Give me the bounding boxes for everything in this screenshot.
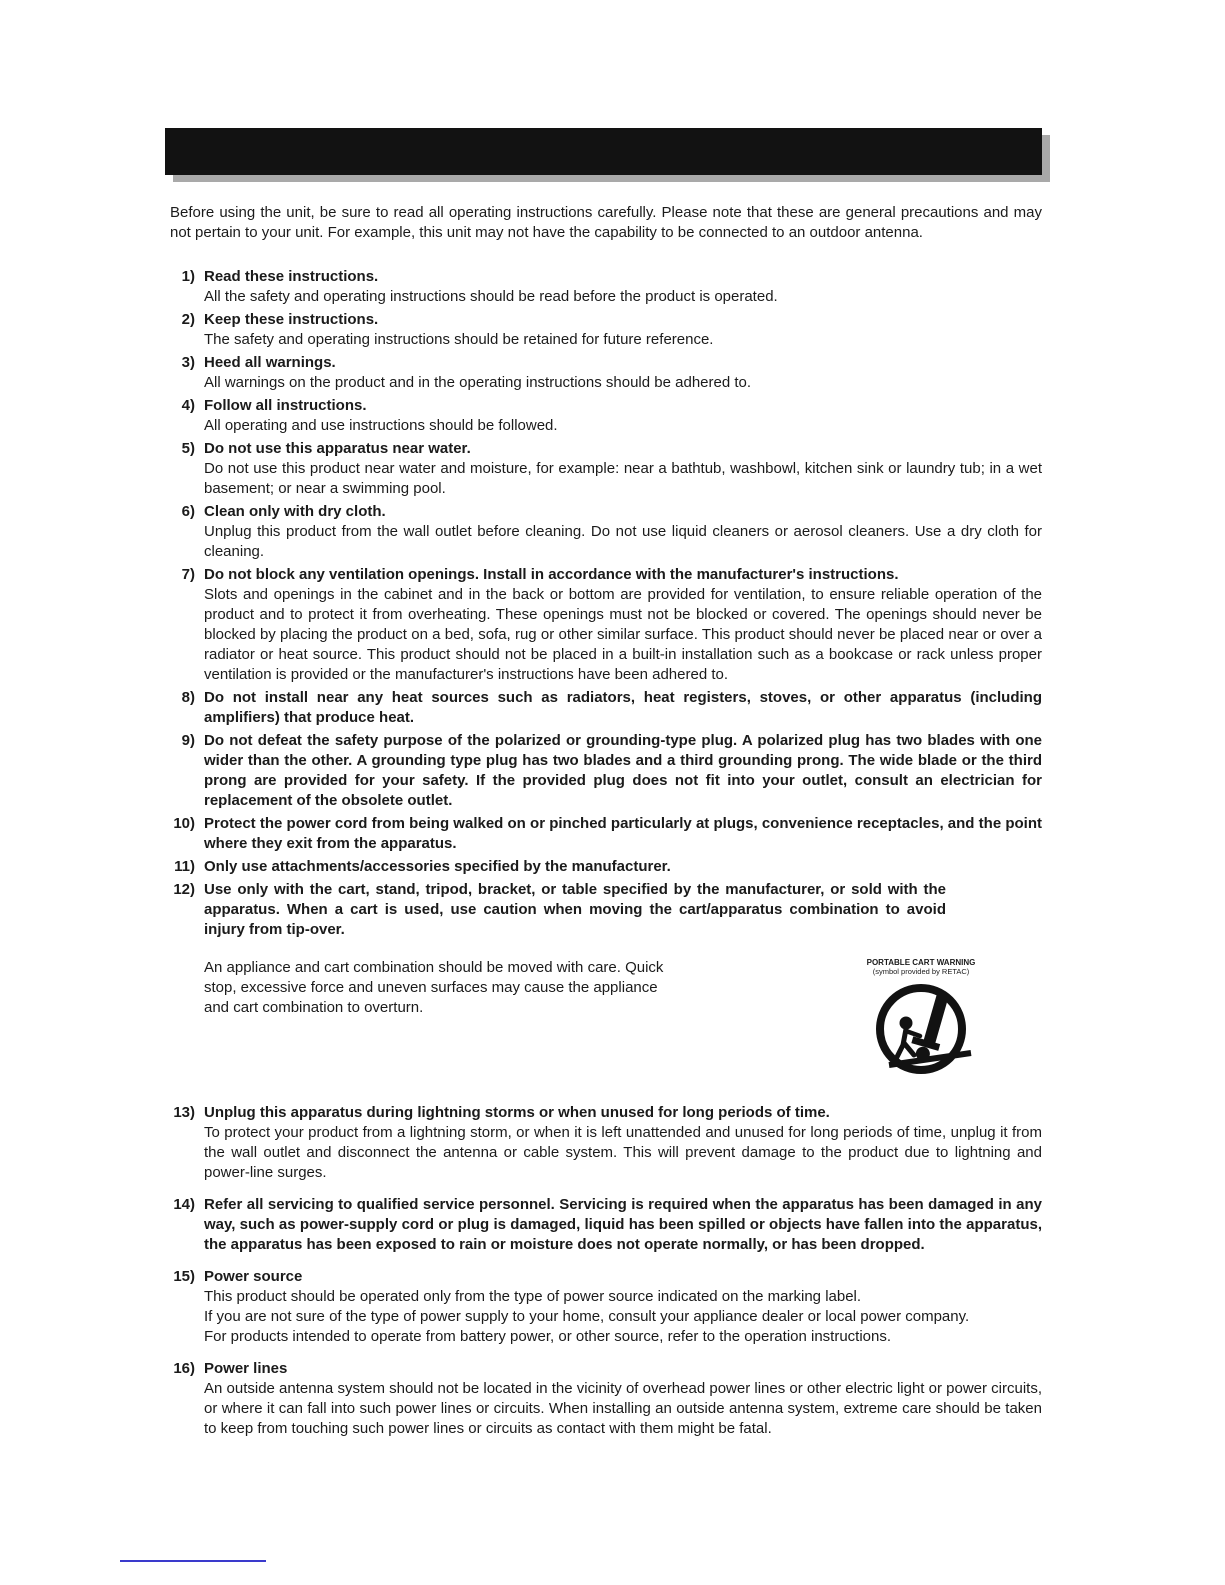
item-content <box>204 1103 1042 1183</box>
item-number: 15) <box>173 1268 195 1285</box>
cart-tip-warning-icon <box>869 979 973 1083</box>
item-number: 7) <box>181 566 195 583</box>
item-body-paragraph: Unplug this product from the wall outlet before cleaning. Do not use liquid cleaners or aerosol cleaners. Use a dry cloth for cleaning. <box>204 523 1042 560</box>
item-title: Do not use this apparatus near water. <box>204 440 471 457</box>
item-content <box>204 731 1042 811</box>
item-number: 3) <box>181 354 195 371</box>
footer-link-line <box>120 1560 266 1562</box>
cart-warning-label: PORTABLE CART WARNING <box>866 958 976 967</box>
item-body-paragraph: All operating and use instructions should be followed. <box>204 417 558 434</box>
item-title: Protect the power cord from being walked on or pinched particularly at plugs, convenience receptacles, and the point where they exit from the apparatus. <box>204 815 1042 852</box>
item-body-paragraph: All warnings on the product and in the operating instructions should be adhered to. <box>204 374 752 391</box>
instruction-item-1 <box>170 267 1042 307</box>
instruction-item-6 <box>170 502 1042 562</box>
item-title: Follow all instructions. <box>204 397 367 414</box>
item-number: 10) <box>173 815 195 832</box>
item-title: Do not defeat the safety purpose of the polarized or grounding-type plug. A polarized plug has two blades with one wider than the other. A grounding type plug has two blades and a third grounding prong. The wide blade or the third prong are provided for your safety. If the provided plug does not fit into your outlet, consult an electrician for replacement of the obsolete outlet. <box>204 732 1042 809</box>
instruction-item-12 <box>170 880 1042 1091</box>
item-body-paragraph: This product should be operated only from the type of power source indicated on the marking label. <box>204 1288 862 1305</box>
instruction-item-10 <box>170 814 1042 854</box>
instruction-item-9 <box>170 731 1042 811</box>
instruction-item-7 <box>170 565 1042 685</box>
item-content <box>204 502 1042 562</box>
item-body-paragraph: Do not use this product near water and moisture, for example: near a bathtub, washbowl, kitchen sink or laundry tub; in a wet basement; or near a swimming pool. <box>204 460 1042 497</box>
instruction-item-14 <box>170 1195 1042 1255</box>
item-body-paragraph: For products intended to operate from battery power, or other source, refer to the operation instructions. <box>204 1328 892 1345</box>
cart-warning-figure <box>860 958 982 1083</box>
safety-instructions-section <box>170 203 1042 1442</box>
item-number: 2) <box>181 311 195 328</box>
item-title: Power source <box>204 1268 303 1285</box>
item-number: 9) <box>181 732 195 749</box>
instruction-item-11 <box>170 857 1042 877</box>
item-body-paragraph: An outside antenna system should not be located in the vicinity of overhead power lines or other electric light or power circuits, or where it can fall into such power lines or circuits. When installing an outside antenna system, extreme care should be taken to keep from touching such power lines or circuits as contact with them might be fatal. <box>204 1380 1042 1437</box>
item-number: 6) <box>181 503 195 520</box>
cart-note: An appliance and cart combination should be moved with care. Quick stop, excessive force and uneven surfaces may cause the appliance and cart combination to overturn. <box>204 959 664 1016</box>
cart-warning-row <box>204 958 1042 1083</box>
item-title: Only use attachments/accessories specified by the manufacturer. <box>204 858 671 875</box>
instruction-item-13 <box>170 1103 1042 1183</box>
item-number: 12) <box>173 881 195 898</box>
instruction-item-5 <box>170 439 1042 499</box>
instruction-item-15 <box>170 1267 1042 1347</box>
item-title: Do not block any ventilation openings. Install in accordance with the manufacturer's instructions. <box>204 566 899 583</box>
instruction-item-8 <box>170 688 1042 728</box>
item-title: Unplug this apparatus during lightning storms or when unused for long periods of time. <box>204 1104 830 1121</box>
instruction-item-2 <box>170 310 1042 350</box>
title-banner <box>165 128 1042 175</box>
item-body-paragraph: If you are not sure of the type of power supply to your home, consult your appliance dealer or local power company. <box>204 1308 970 1325</box>
item-content <box>204 310 1042 350</box>
item-number: 14) <box>173 1196 195 1213</box>
item-number: 11) <box>174 858 195 875</box>
item-number: 13) <box>173 1104 195 1121</box>
item-number: 16) <box>173 1360 195 1377</box>
item-body-paragraph: The safety and operating instructions should be retained for future reference. <box>204 331 714 348</box>
item-title: Power lines <box>204 1360 288 1377</box>
item-content <box>204 1267 1042 1347</box>
instruction-item-16 <box>170 1359 1042 1439</box>
item-content <box>204 267 1042 307</box>
item-content <box>204 396 1042 436</box>
item-title: Use only with the cart, stand, tripod, bracket, or table specified by the manufacturer, or sold with the apparatus. When a cart is used, use caution when moving the cart/apparatus combination to avoid injury from tip-over. <box>204 881 946 938</box>
item-number: 1) <box>181 268 195 285</box>
instruction-item-4 <box>170 396 1042 436</box>
item-title: Keep these instructions. <box>204 311 379 328</box>
item-content <box>204 880 1042 1091</box>
item-content <box>204 814 1042 854</box>
intro-paragraph: Before using the unit, be sure to read all operating instructions carefully. Please note that these are general precautions and may not pertain to your unit. For example, this unit may not have the capability to be connected to an outdoor antenna. <box>170 204 1042 241</box>
item-body-paragraph: All the safety and operating instructions should be read before the product is operated. <box>204 288 778 305</box>
instruction-item-3 <box>170 353 1042 393</box>
item-title: Clean only with dry cloth. <box>204 503 386 520</box>
item-title: Do not install near any heat sources such as radiators, heat registers, stoves, or other apparatus (including amplifiers) that produce heat. <box>204 689 1042 726</box>
item-title: Heed all warnings. <box>204 354 336 371</box>
item-content <box>204 688 1042 728</box>
cart-warning-sublabel: (symbol provided by RETAC) <box>872 967 970 976</box>
item-number: 5) <box>181 440 195 457</box>
item-number: 8) <box>181 689 195 706</box>
item-content <box>204 353 1042 393</box>
item-body-paragraph: To protect your product from a lightning storm, or when it is left unattended and unused for long periods of time, unplug it from the wall outlet and disconnect the antenna or cable system. This will prevent damage to the product due to lightning and power-line surges. <box>204 1124 1042 1181</box>
item-content <box>204 1195 1042 1255</box>
item-body-paragraph: Slots and openings in the cabinet and in the back or bottom are provided for ventilation, to ensure reliable operation of the product and to protect it from overheating. These openings must not be blocked or covered. The openings should never be blocked by placing the product on a bed, sofa, rug or other similar surface. This product should never be placed near or over a radiator or heat source. This product should not be placed in a built-in installation such as a bookcase or rack unless proper ventilation is provided or the manufacturer's instructions have been adhered to. <box>204 586 1042 683</box>
item-content <box>204 565 1042 685</box>
item-content <box>204 1359 1042 1439</box>
item-title: Refer all servicing to qualified service personnel. Servicing is required when the apparatus has been damaged in any way, such as power-supply cord or plug is damaged, liquid has been spilled or objects have fallen into the apparatus, the apparatus has been exposed to rain or moisture does not operate normally, or has been dropped. <box>204 1196 1042 1253</box>
item-title: Read these instructions. <box>204 268 379 285</box>
item-number: 4) <box>181 397 195 414</box>
item-content <box>204 857 1042 877</box>
item-content <box>204 439 1042 499</box>
instructions-list <box>170 267 1042 1439</box>
